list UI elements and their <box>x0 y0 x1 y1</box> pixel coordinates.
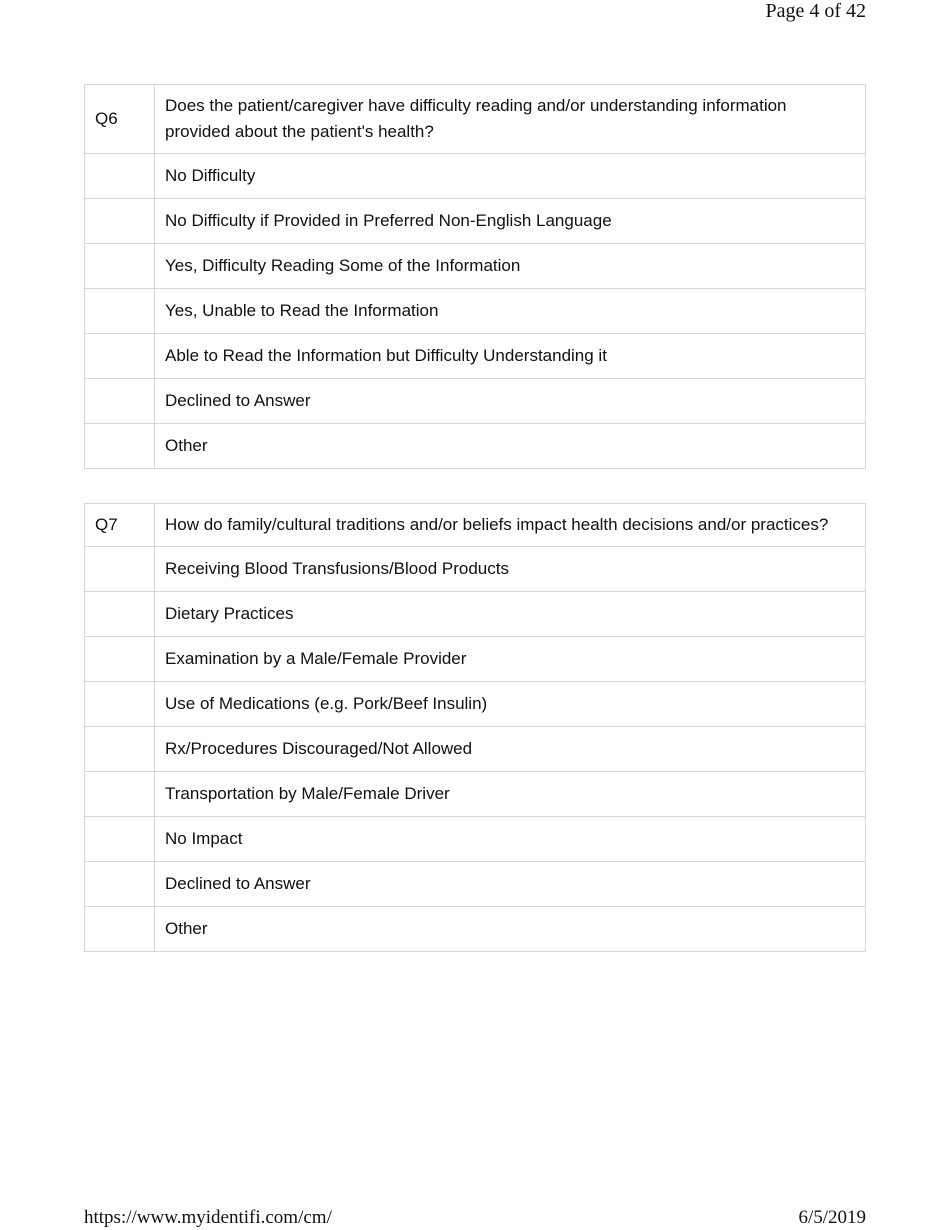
option-marker-cell <box>85 592 155 637</box>
option-marker-cell <box>85 907 155 952</box>
footer-date: 6/5/2019 <box>798 1207 866 1228</box>
option-row <box>85 907 866 952</box>
question-table-q6 <box>84 84 866 469</box>
option-label: Able to Read the Information but Difficulty Understanding it <box>155 334 866 379</box>
option-marker-cell <box>85 862 155 907</box>
option-label: Rx/Procedures Discouraged/Not Allowed <box>155 727 866 772</box>
option-marker-cell <box>85 199 155 244</box>
question-row <box>85 85 866 154</box>
option-label: Yes, Unable to Read the Information <box>155 289 866 334</box>
option-row <box>85 244 866 289</box>
option-marker-cell <box>85 289 155 334</box>
option-row <box>85 154 866 199</box>
option-label: No Impact <box>155 817 866 862</box>
option-label: Declined to Answer <box>155 379 866 424</box>
option-row <box>85 637 866 682</box>
option-row <box>85 199 866 244</box>
option-label: Examination by a Male/Female Provider <box>155 637 866 682</box>
option-label: Other <box>155 907 866 952</box>
option-label: Declined to Answer <box>155 862 866 907</box>
question-number: Q7 <box>85 504 155 547</box>
question-text: Does the patient/caregiver have difficulty reading and/or understanding information provided about the patient's health? <box>155 85 866 154</box>
option-label: Receiving Blood Transfusions/Blood Products <box>155 547 866 592</box>
option-marker-cell <box>85 424 155 469</box>
option-marker-cell <box>85 154 155 199</box>
page-number: Page 4 of 42 <box>765 0 866 22</box>
option-marker-cell <box>85 682 155 727</box>
option-row <box>85 379 866 424</box>
option-label: Dietary Practices <box>155 592 866 637</box>
footer-url-link[interactable]: https://www.myidentifi.com/cm/ <box>84 1207 332 1228</box>
option-row <box>85 424 866 469</box>
option-label: Yes, Difficulty Reading Some of the Information <box>155 244 866 289</box>
option-marker-cell <box>85 637 155 682</box>
option-row <box>85 682 866 727</box>
question-text: How do family/cultural traditions and/or beliefs impact health decisions and/or practices? <box>155 504 866 547</box>
option-row <box>85 817 866 862</box>
option-row <box>85 592 866 637</box>
option-marker-cell <box>85 772 155 817</box>
option-marker-cell <box>85 334 155 379</box>
option-row <box>85 547 866 592</box>
option-marker-cell <box>85 727 155 772</box>
option-row <box>85 772 866 817</box>
option-label: Transportation by Male/Female Driver <box>155 772 866 817</box>
option-marker-cell <box>85 547 155 592</box>
option-marker-cell <box>85 244 155 289</box>
option-marker-cell <box>85 379 155 424</box>
option-row <box>85 862 866 907</box>
option-row <box>85 727 866 772</box>
option-marker-cell <box>85 817 155 862</box>
option-label: Use of Medications (e.g. Pork/Beef Insulin) <box>155 682 866 727</box>
option-label: No Difficulty if Provided in Preferred Non-English Language <box>155 199 866 244</box>
option-label: No Difficulty <box>155 154 866 199</box>
question-row <box>85 504 866 547</box>
question-number: Q6 <box>85 85 155 154</box>
option-row <box>85 289 866 334</box>
option-label: Other <box>155 424 866 469</box>
question-table-q7 <box>84 503 866 952</box>
option-row <box>85 334 866 379</box>
